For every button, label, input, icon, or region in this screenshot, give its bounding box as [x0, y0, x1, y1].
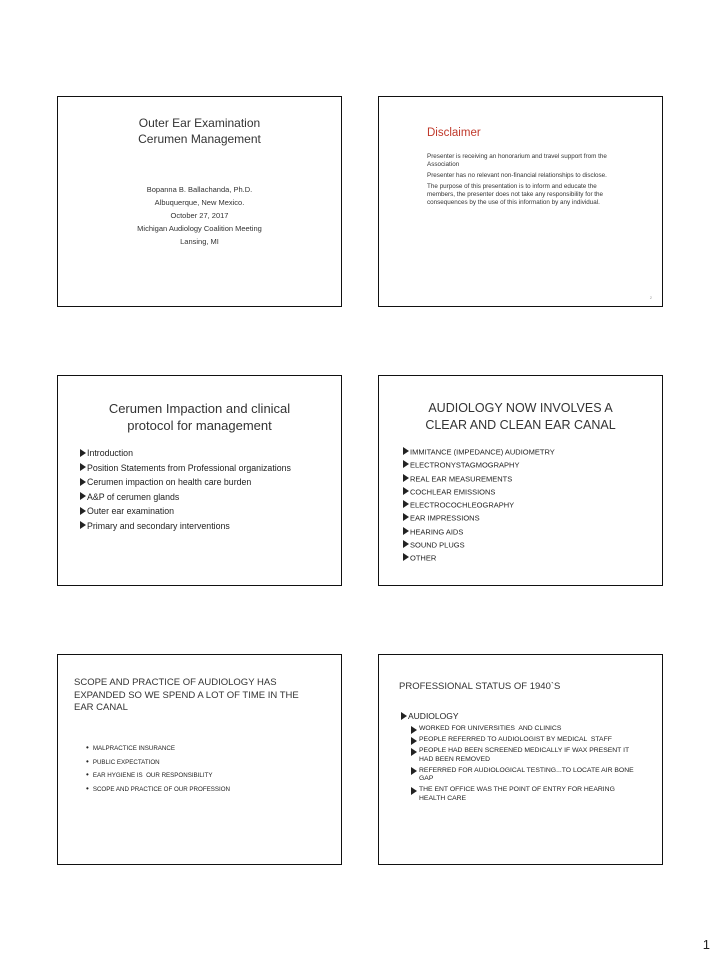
bullet-item: ELECTROCOCHLEOGRAPHY: [403, 500, 653, 510]
slide-5: [57, 654, 342, 865]
slide-5-bullet-list: [86, 744, 326, 798]
bullet-item: • EAR HYGIENE IS OUR RESPONSIBILITY: [86, 770, 213, 779]
meeting-name: Michigan Audiology Coalition Meeting: [137, 224, 262, 233]
bullet-item: IMMITANCE (IMPEDANCE) AUDIOMETRY: [403, 447, 653, 457]
slide-1-title: [58, 115, 341, 147]
sub-bullet-item: REFERRED FOR AUDIOLOGICAL TESTING...TO LOCATE AIR BONE GAP: [411, 767, 639, 784]
disclaimer-paragraph-2: Presenter has no relevant non-financial relationships to disclose.: [427, 172, 607, 179]
slide-1-title-line-1: Outer Ear Examination: [138, 116, 261, 130]
arrow-bullet-icon: [411, 726, 417, 734]
bullet-item: EAR IMPRESSIONS: [403, 513, 653, 523]
dot-bullet-icon: •: [86, 756, 89, 766]
bullet-item: Introduction: [80, 448, 320, 460]
slide-4-title-line-2: CLEAR AND CLEAN EAR CANAL: [425, 418, 616, 432]
main-bullet-item: AUDIOLOGY: [401, 711, 656, 722]
arrow-bullet-icon: [80, 492, 86, 500]
disclaimer-text: [427, 153, 621, 207]
bullet-item: COCHLEAR EMISSIONS: [403, 487, 653, 497]
slide-5-title-line-2: EXPANDED SO WE SPEND A LOT OF TIME IN THE: [74, 689, 299, 701]
arrow-bullet-icon: [411, 748, 417, 756]
slide-4-title-line-1: AUDIOLOGY NOW INVOLVES A: [428, 401, 613, 415]
disclaimer-paragraph-1: Presenter is receiving an honorarium and travel support from the Association: [427, 153, 607, 168]
bullet-item: HEARING AIDS: [403, 527, 653, 537]
bullet-item: ELECTRONYSTAGMOGRAPHY: [403, 460, 653, 470]
dot-bullet-icon: •: [86, 783, 89, 793]
slide-6-content: [401, 711, 656, 806]
arrow-bullet-icon: [401, 712, 407, 720]
sub-bullet-item: WORKED FOR UNIVERSITIES AND CLINICS: [411, 725, 639, 734]
bullet-item: Outer ear examination: [80, 506, 320, 518]
arrow-bullet-icon: [80, 507, 86, 515]
sub-bullet-item: PEOPLE REFERRED TO AUDIOLOGIST BY MEDICAL STAFF: [411, 736, 639, 745]
dot-bullet-icon: •: [86, 770, 89, 779]
slide-4-title: [379, 400, 662, 434]
presentation-date: October 27, 2017: [170, 211, 229, 220]
bullet-item: REAL EAR MEASUREMENTS: [403, 474, 653, 484]
arrow-bullet-icon: [411, 737, 417, 745]
slide-5-title-line-3: EAR CANAL: [74, 702, 128, 713]
bullet-item: OTHER: [403, 553, 653, 563]
slide-3-title-line-2: protocol for management: [127, 418, 272, 433]
slide-3-title-line-1: Cerumen Impaction and clinical: [108, 401, 291, 416]
arrow-bullet-icon: [403, 513, 409, 521]
slide-4: [378, 375, 663, 586]
bullet-item: Cerumen impaction on health care burden: [80, 477, 320, 489]
arrow-bullet-icon: [403, 474, 409, 482]
bullet-item: Primary and secondary interventions: [80, 521, 320, 533]
bullet-item: A&P of cerumen glands: [80, 492, 320, 504]
slide-2-number: 2: [649, 295, 652, 300]
sub-bullet-item: PEOPLE HAD BEEN SCREENED MEDICALLY IF WAX PRESENT IT HAD BEEN REMOVED: [411, 747, 639, 764]
arrow-bullet-icon: [403, 553, 409, 561]
slide-4-bullet-list: [403, 447, 653, 567]
arrow-bullet-icon: [80, 478, 86, 486]
arrow-bullet-icon: [80, 463, 86, 471]
arrow-bullet-icon: [403, 527, 409, 535]
slide-2-title: Disclaimer: [427, 127, 481, 139]
sub-bullet-item: THE ENT OFFICE WAS THE POINT OF ENTRY FOR HEARING HEALTH CARE: [411, 786, 639, 803]
slide-1-presenter-info: [58, 185, 341, 250]
bullet-item: SOUND PLUGS: [403, 540, 653, 550]
page-number: 1: [702, 937, 710, 952]
slide-5-title-line-1: SCOPE AND PRACTICE OF AUDIOLOGY HAS: [74, 677, 277, 688]
arrow-bullet-icon: [403, 500, 409, 508]
slide-3-title: [58, 400, 341, 434]
arrow-bullet-icon: [411, 767, 417, 775]
slide-6-sub-bullet-list: [411, 725, 639, 803]
bullet-item: • PUBLIC EXPECTATION: [86, 756, 160, 766]
bullet-item: Position Statements from Professional organizations: [80, 463, 320, 475]
slide-3-bullet-list: [80, 448, 320, 535]
slide-1-title-line-2: Cerumen Management: [138, 132, 261, 146]
arrow-bullet-icon: [403, 487, 409, 495]
presenter-name: Bopanna B. Ballachanda, Ph.D.: [146, 185, 253, 194]
slide-5-title: [74, 677, 336, 715]
dot-bullet-icon: •: [86, 743, 89, 752]
arrow-bullet-icon: [403, 540, 409, 548]
slide-1: [57, 96, 342, 307]
presenter-location: Albuquerque, New Mexico.: [154, 198, 245, 207]
bullet-item: • SCOPE AND PRACTICE OF OUR PROFESSION: [86, 783, 230, 793]
slide-6-title: PROFESSIONAL STATUS OF 1940`S: [399, 681, 561, 692]
arrow-bullet-icon: [80, 521, 86, 529]
disclaimer-paragraph-3: The purpose of this presentation is to inform and educate the members, the presenter does not take any responsibility for the consequences by the use of this information by any individual.: [427, 183, 604, 206]
meeting-location: Lansing, MI: [180, 237, 219, 246]
arrow-bullet-icon: [403, 460, 409, 468]
bullet-item: • MALPRACTICE INSURANCE: [86, 743, 175, 752]
slide-3: [57, 375, 342, 586]
slide-6: [378, 654, 663, 865]
arrow-bullet-icon: [411, 787, 417, 795]
arrow-bullet-icon: [403, 447, 409, 455]
slide-2: [378, 96, 663, 307]
arrow-bullet-icon: [80, 449, 86, 457]
